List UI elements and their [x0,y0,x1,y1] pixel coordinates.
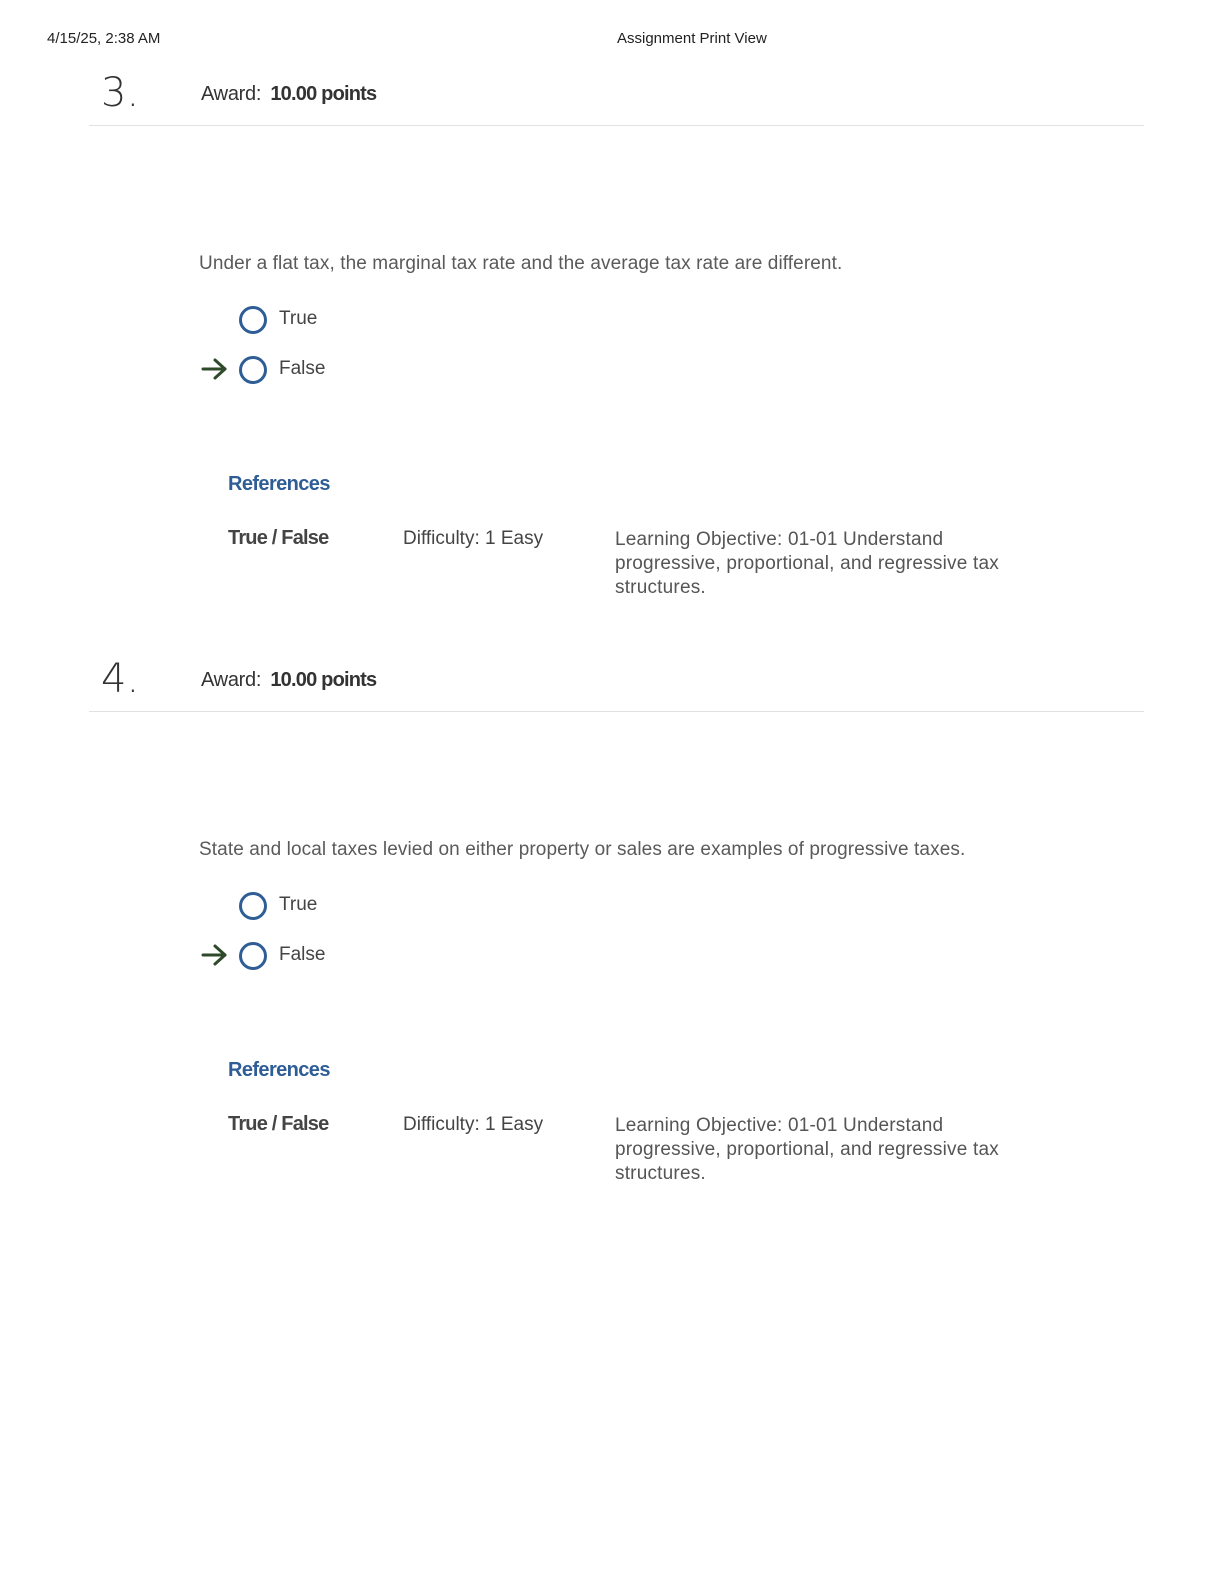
award-label: Award: [201,669,262,691]
radio-button-icon[interactable] [239,892,267,920]
reference-difficulty: Difficulty: 1 Easy [403,528,544,549]
option-false[interactable] [199,354,399,386]
reference-objective: Learning Objective: 01-01 Understand progressive, proportional, and regressive tax structures. [615,1115,999,1184]
print-header [0,28,1224,52]
award-value: 10.00 points [270,83,377,105]
reference-difficulty: Difficulty: 1 Easy [403,1114,544,1135]
divider [89,125,1144,126]
print-title: Assignment Print View [617,30,767,47]
option-label: True [279,894,318,915]
arrow-right-icon [201,357,229,381]
option-true[interactable] [199,890,399,922]
question-prompt: State and local taxes levied on either property or sales are examples of progressive taxes. [199,839,966,860]
award [201,83,376,106]
question-number: 3. [101,70,140,116]
reference-type: True / False [228,1113,329,1135]
award-label: Award: [201,83,262,105]
option-label: False [279,358,326,379]
question-number: 4. [101,656,140,702]
award [201,669,376,692]
option-label: False [279,944,326,965]
arrow-right-icon [201,943,229,967]
question-prompt: Under a flat tax, the marginal tax rate and the average tax rate are different. [199,253,843,274]
print-date: 4/15/25, 2:38 AM [47,30,161,47]
references-heading: References [228,473,330,495]
reference-type: True / False [228,527,329,549]
option-true[interactable] [199,304,399,336]
radio-button-icon[interactable] [239,942,267,970]
references-heading: References [228,1059,330,1081]
reference-objective: Learning Objective: 01-01 Understand progressive, proportional, and regressive tax structures. [615,529,999,598]
radio-button-icon[interactable] [239,306,267,334]
divider [89,711,1144,712]
option-label: True [279,308,318,329]
radio-button-icon[interactable] [239,356,267,384]
option-false[interactable] [199,940,399,972]
award-value: 10.00 points [270,669,377,691]
